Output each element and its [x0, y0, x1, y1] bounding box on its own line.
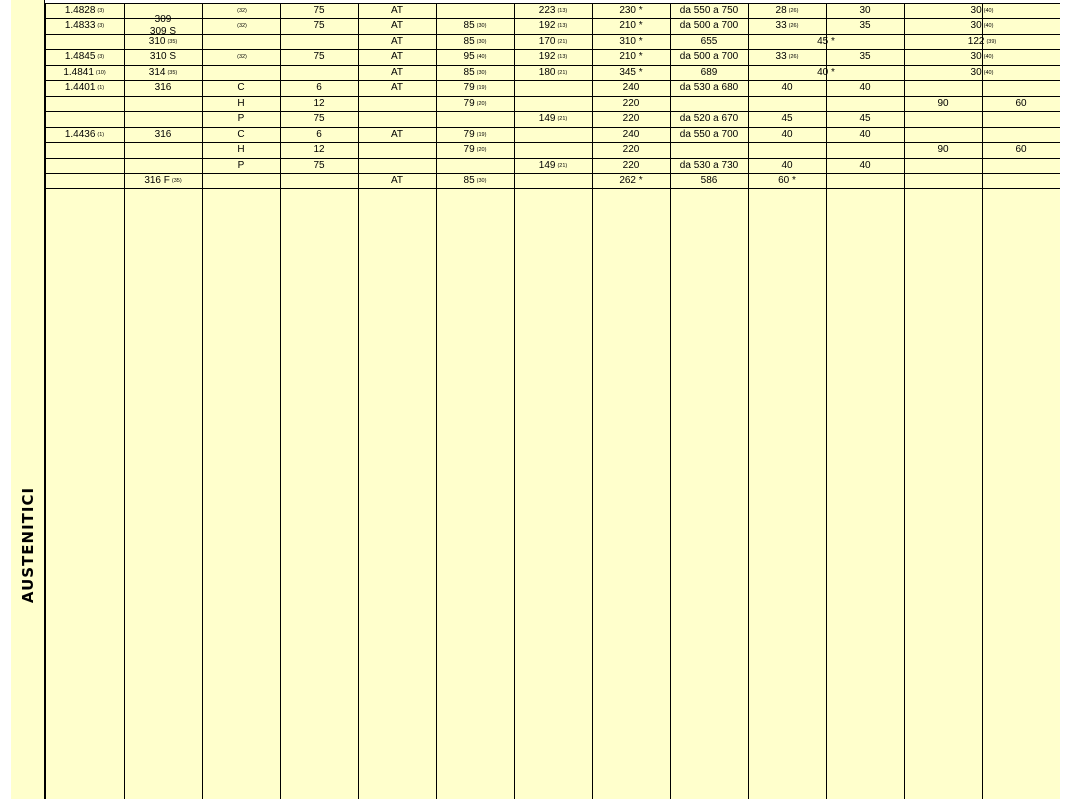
- table-cell: 1.4841 (10): [63, 66, 106, 78]
- table-cell: 1.4833 (3): [64, 20, 105, 31]
- cell-value: 79: [463, 144, 475, 155]
- table-cell: [514, 80, 592, 96]
- table-cell: 1.4401 (1): [64, 82, 105, 93]
- table-cell: [982, 158, 1060, 173]
- table-cell: [202, 173, 280, 188]
- table-cell: 30 (40): [970, 51, 994, 62]
- cell-value: 6: [316, 128, 322, 140]
- table-cell: [670, 142, 748, 158]
- cell-value: 262 *: [619, 174, 643, 186]
- table-cell: 170 (21): [538, 35, 568, 47]
- table-cell: 30 (40): [970, 66, 994, 78]
- table-cell: [45, 111, 124, 127]
- table-cell: [358, 3, 436, 18]
- table-cell: [514, 173, 592, 188]
- cell-value: 1.4828: [64, 4, 96, 16]
- cell-value: 40: [781, 82, 793, 93]
- table-cell: [592, 49, 670, 65]
- cell-value: 240: [622, 128, 640, 140]
- cell-value: 85: [463, 174, 475, 186]
- table-cell: [514, 96, 592, 111]
- cell-value: 12: [313, 97, 325, 109]
- table-cell: [45, 173, 124, 188]
- cell-value: 45: [859, 113, 871, 124]
- table-cell: [904, 142, 982, 158]
- table-cell: 1.4828 (3): [64, 4, 105, 16]
- table-cell: [748, 158, 826, 173]
- cell-value: 210 *: [619, 51, 643, 62]
- table-cell: [826, 3, 904, 18]
- table-cell: [982, 96, 1060, 111]
- cell-value: 220: [622, 144, 640, 155]
- cell-value: 1.4845: [64, 51, 96, 62]
- table-cell: [358, 49, 436, 65]
- table-cell: [826, 158, 904, 173]
- cell-value: 75: [313, 159, 325, 171]
- cell-value: 45 *: [817, 35, 835, 47]
- cell-value: AT: [390, 35, 404, 47]
- table-cell: [124, 80, 202, 96]
- table-cell: [592, 96, 670, 111]
- table-cell: [202, 34, 280, 49]
- cell-value: 149: [538, 113, 556, 124]
- table-cell: [45, 142, 124, 158]
- cell-value: 40: [859, 159, 871, 171]
- table-cell: [592, 111, 670, 127]
- table-cell: [124, 111, 202, 127]
- cell-value: 240: [622, 82, 640, 93]
- table-cell: [202, 96, 280, 111]
- table-cell: 95 (40): [463, 51, 487, 62]
- table-cell: [280, 142, 358, 158]
- cell-value: 316: [154, 128, 172, 140]
- table-cell: [358, 80, 436, 96]
- cell-value: 180: [538, 66, 556, 78]
- cell-value: 170: [538, 35, 556, 47]
- table-cell: [670, 111, 748, 127]
- table-cell: [280, 34, 358, 49]
- table-cell: [202, 65, 280, 80]
- table-cell: 122 (39): [967, 35, 997, 47]
- table-cell: 79 (20): [463, 97, 487, 109]
- table-cell: [358, 18, 436, 34]
- table-cell: [670, 158, 748, 173]
- table-cell: 149 (21): [538, 159, 568, 171]
- cell-value: 655: [700, 35, 718, 47]
- table-cell: [280, 127, 358, 142]
- cell-value: 220: [622, 97, 640, 109]
- cell-value: 314: [148, 66, 166, 78]
- table-cell: [826, 80, 904, 96]
- category-label: AUSTENITICI: [19, 486, 37, 604]
- cell-value: 85: [463, 20, 475, 31]
- table-cell: [904, 127, 982, 142]
- category-sidebar: [11, 0, 45, 799]
- cell-value: AT: [390, 82, 404, 93]
- table-cell: [670, 80, 748, 96]
- cell-value: H: [237, 144, 245, 155]
- cell-value: 345 *: [619, 66, 643, 78]
- table-cell: [124, 14, 202, 37]
- table-cell: (32): [237, 23, 247, 29]
- table-cell: 192 (13): [538, 20, 568, 31]
- table-cell: [280, 80, 358, 96]
- table-cell: [280, 111, 358, 127]
- table-cell: [280, 65, 358, 80]
- table-cell: 28 (26): [775, 4, 799, 16]
- table-cell: [670, 3, 748, 18]
- table-cell: [592, 34, 670, 49]
- cell-value: 40: [781, 159, 793, 171]
- table-cell: [670, 96, 748, 111]
- cell-value: 220: [622, 159, 640, 171]
- cell-value: 79: [463, 82, 475, 93]
- cell-value: 1.4841: [63, 66, 94, 78]
- table-cell: [748, 80, 826, 96]
- cell-value: 30: [970, 66, 982, 78]
- cell-value: 230 *: [619, 4, 643, 16]
- table-cell: [904, 80, 982, 96]
- table-cell: [280, 3, 358, 18]
- table-cell: 1.4436 (1): [64, 128, 105, 140]
- table-cell: [670, 65, 748, 80]
- cell-value: 79: [463, 97, 475, 109]
- cell-value: 60 *: [778, 174, 796, 186]
- cell-value: AT: [390, 51, 404, 62]
- cell-value: 30: [859, 4, 871, 16]
- cell-value: da 550 a 700: [679, 128, 739, 140]
- table-cell: [358, 111, 436, 127]
- cell-value: da 520 a 670: [679, 113, 739, 124]
- steel-properties-table: [45, 3, 1060, 799]
- table-cell: [748, 65, 904, 80]
- table-cell: [748, 173, 826, 188]
- table-cell: [826, 96, 904, 111]
- table-cell: [45, 34, 124, 49]
- table-cell: [904, 158, 982, 173]
- table-cell: [592, 80, 670, 96]
- cell-value: 122: [967, 35, 985, 47]
- table-cell: [826, 127, 904, 142]
- table-cell: 30 (40): [970, 4, 994, 16]
- table-cell: 310 (35): [148, 35, 178, 47]
- table-cell: 79 (19): [463, 128, 487, 140]
- table-cell: [592, 3, 670, 18]
- table-cell: [358, 173, 436, 188]
- table-cell: [124, 158, 202, 173]
- table-cell: [982, 111, 1060, 127]
- table-cell: [280, 173, 358, 188]
- table-cell: [592, 173, 670, 188]
- table-cell: 33 (26): [775, 51, 799, 62]
- cell-value: 220: [622, 113, 640, 124]
- cell-value: 75: [313, 113, 325, 124]
- table-cell: 180 (21): [538, 66, 568, 78]
- cell-value: da 550 a 750: [679, 4, 739, 16]
- table-cell: 85 (30): [463, 35, 487, 47]
- table-cell: 85 (30): [463, 20, 487, 31]
- table-cell: [592, 18, 670, 34]
- table-cell: [592, 127, 670, 142]
- cell-value: 310: [148, 35, 166, 47]
- cell-value: 310 S: [149, 51, 177, 62]
- table-cell: [670, 127, 748, 142]
- cell-value: da 500 a 700: [679, 51, 739, 62]
- table-cell: [358, 158, 436, 173]
- table-cell: [436, 158, 514, 173]
- cell-value: 6: [316, 82, 322, 93]
- cell-value: 12: [313, 144, 325, 155]
- cell-value: 33: [775, 51, 787, 62]
- table-cell: [124, 96, 202, 111]
- table-cell: [670, 173, 748, 188]
- cell-value: 75: [313, 4, 325, 16]
- table-cell: [748, 96, 826, 111]
- table-cell: [436, 111, 514, 127]
- table-cell: [358, 142, 436, 158]
- table-cell: [124, 49, 202, 65]
- cell-value: 40: [781, 128, 793, 140]
- cell-value: 1.4401: [64, 82, 96, 93]
- table-cell: [670, 18, 748, 34]
- table-cell: [904, 96, 982, 111]
- cell-value: 30: [970, 51, 982, 62]
- cell-value: 316 F: [144, 174, 170, 186]
- table-cell: [280, 18, 358, 34]
- table-cell: [514, 127, 592, 142]
- table-cell: 30 (40): [970, 20, 994, 31]
- table-cell: 79 (19): [463, 82, 487, 93]
- cell-value: 90: [937, 97, 949, 109]
- table-cell: [280, 96, 358, 111]
- cell-value: 192: [538, 20, 556, 31]
- table-cell: [670, 49, 748, 65]
- cell-value: 60: [1015, 97, 1027, 109]
- table-cell: [748, 111, 826, 127]
- table-cell: [982, 142, 1060, 158]
- table-cell: [358, 127, 436, 142]
- cell-value: AT: [390, 128, 404, 140]
- table-cell: [748, 34, 904, 49]
- table-cell: [826, 49, 904, 65]
- table-cell: [514, 142, 592, 158]
- cell-value: P: [237, 159, 245, 171]
- table-cell: [982, 127, 1060, 142]
- table-cell: [982, 80, 1060, 96]
- table-cell: 1.4845 (3): [64, 51, 105, 62]
- cell-value: 95: [463, 51, 475, 62]
- cell-value: AT: [390, 66, 404, 78]
- table-cell: [358, 96, 436, 111]
- cell-value: 40 *: [817, 66, 835, 78]
- table-cell: [826, 111, 904, 127]
- table-cell: [202, 111, 280, 127]
- table-cell: [436, 3, 514, 18]
- cell-value: 60: [1015, 144, 1027, 155]
- cell-value: 689: [700, 66, 718, 78]
- table-cell: (32): [237, 54, 247, 60]
- table-cell: [124, 127, 202, 142]
- cell-value: 40: [859, 128, 871, 140]
- cell-value: 85: [463, 66, 475, 78]
- cell-value: P: [237, 113, 245, 124]
- table-cell: [670, 34, 748, 49]
- cell-value: AT: [390, 20, 404, 31]
- cell-value: 75: [313, 51, 325, 62]
- cell-value: 1.4436: [64, 128, 96, 140]
- table-cell: [592, 158, 670, 173]
- cell-value: 28: [775, 4, 787, 16]
- cell-value: 30: [970, 4, 982, 16]
- cell-value: H: [237, 97, 245, 109]
- table-cell: [826, 18, 904, 34]
- cell-value: 316: [154, 82, 172, 93]
- table-cell: [280, 158, 358, 173]
- cell-value: da 530 a 680: [679, 82, 739, 93]
- table-cell: 85 (30): [463, 66, 487, 78]
- cell-value: C: [237, 128, 245, 140]
- cell-value: da 530 a 730: [679, 159, 739, 171]
- cell-value: 30: [970, 20, 982, 31]
- table-cell: [358, 65, 436, 80]
- cell-value: 149: [538, 159, 556, 171]
- table-cell: [592, 142, 670, 158]
- table-cell: [358, 34, 436, 49]
- table-cell: [280, 49, 358, 65]
- table-cell: 314 (35): [148, 66, 178, 78]
- cell-value: 35: [859, 51, 871, 62]
- table-cell: 149 (21): [538, 113, 568, 124]
- cell-value: 33: [775, 20, 787, 31]
- cell-value: AT: [390, 4, 404, 16]
- table-cell: [748, 127, 826, 142]
- table-cell: [904, 111, 982, 127]
- cell-value: 210 *: [619, 20, 643, 31]
- table-cell: [202, 127, 280, 142]
- table-cell: [202, 80, 280, 96]
- table-cell: 79 (20): [463, 144, 487, 155]
- cell-value: 40: [859, 82, 871, 93]
- table-cell: 33 (26): [775, 20, 799, 31]
- cell-value: AT: [390, 174, 404, 186]
- table-cell: [202, 158, 280, 173]
- cell-value: 90: [937, 144, 949, 155]
- cell-value: 79: [463, 128, 475, 140]
- table-cell: [202, 142, 280, 158]
- cell-value: 223: [538, 4, 556, 16]
- table-cell: [826, 142, 904, 158]
- cell-value: 75: [313, 20, 325, 31]
- cell-value: 310 *: [619, 35, 643, 47]
- cell-value: 35: [859, 20, 871, 31]
- table-cell: [826, 173, 904, 188]
- table-cell: 85 (30): [463, 174, 487, 186]
- table-cell: 316 F (35): [144, 174, 182, 186]
- table-cell: (32): [237, 7, 247, 14]
- cell-value: da 500 a 700: [679, 20, 739, 31]
- cell-value: 192: [538, 51, 556, 62]
- table-cell: [45, 96, 124, 111]
- table-cell: [592, 65, 670, 80]
- table-cell: 223 (13): [538, 4, 568, 16]
- cell-value: 85: [463, 35, 475, 47]
- table-cell: 192 (13): [538, 51, 568, 62]
- cell-value: C: [237, 82, 245, 93]
- cell-value: 586: [700, 174, 718, 186]
- table-cell: [748, 142, 826, 158]
- table-cell: [45, 158, 124, 173]
- cell-value: 45: [781, 113, 793, 124]
- table-cell: [124, 142, 202, 158]
- cell-value: 309 309 S: [149, 14, 177, 37]
- cell-value: 1.4833: [64, 20, 96, 31]
